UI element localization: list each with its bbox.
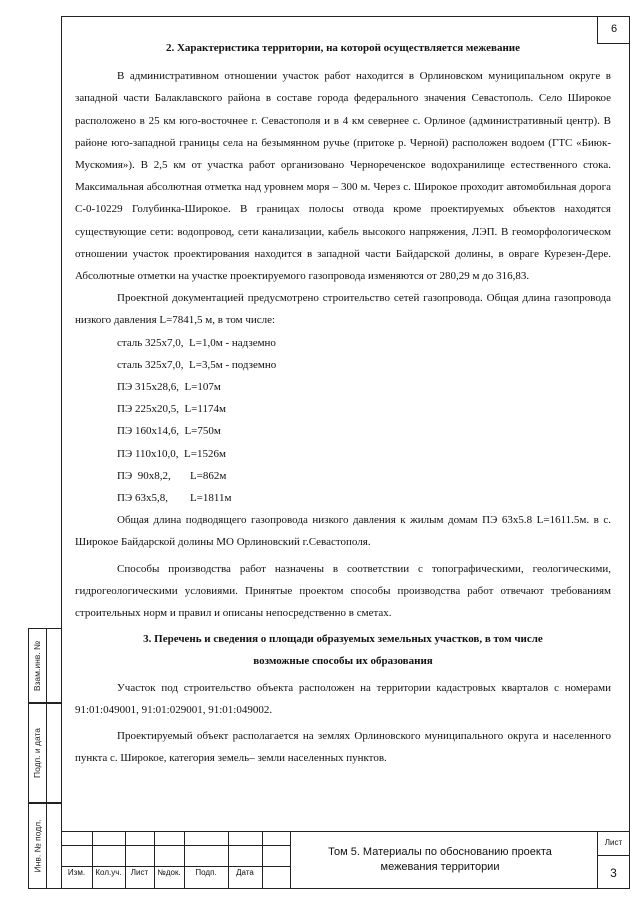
pipe-list-item: ПЭ 90х8,2, L=862м bbox=[117, 469, 227, 482]
title-block-col-line bbox=[92, 831, 93, 889]
pipe-list-item: ПЭ 315х28,6, L=107м bbox=[117, 381, 221, 394]
title-block-col-line bbox=[184, 831, 185, 889]
side-label-vzam: Взам.инв. № bbox=[32, 640, 42, 691]
document-title-line-1: Том 5. Материалы по обоснованию проекта bbox=[328, 846, 552, 858]
side-box-inv-value bbox=[46, 803, 61, 889]
pipe-list-item: сталь 325х7,0, L=3,5м - подземно bbox=[117, 358, 277, 371]
title-block-col-line bbox=[154, 831, 155, 889]
section-2 bbox=[75, 37, 611, 770]
title-block-col-ndok: №док. bbox=[157, 868, 181, 877]
title-block-col-list: Лист bbox=[130, 868, 149, 877]
sheet-label: Лист bbox=[604, 838, 623, 847]
document-title bbox=[290, 845, 590, 875]
section-2-paragraph-3: Общая длина подводящего газопровода низкого давления к жилым домам ПЭ 63х5.8 L=1611.5м. в с. Широкое Байдарской долины МО Орлиновский г.Севастополя. bbox=[75, 514, 611, 549]
title-block-col-izm: Изм. bbox=[67, 868, 86, 877]
section-2-paragraph-4: Способы производства работ назначены в соответствии с топографическими, геологическими, гидрогеологическими условиями. Принятые проектом способы производства работ отвечают требованиям строительных норм и правил и описаны непосредственно в сметах. bbox=[75, 562, 611, 620]
side-label-inv: Инв. № подл. bbox=[32, 819, 43, 873]
title-block-sheet-divider bbox=[597, 855, 630, 856]
side-box-vzam-value bbox=[46, 628, 61, 703]
section-3-heading-line-1: 3. Перечень и сведения о площади образуемых земельных участков, в том числе bbox=[143, 633, 543, 646]
title-block-col-line bbox=[262, 831, 263, 889]
pipe-list-item: ПЭ 160х14,6, L=750м bbox=[117, 425, 221, 438]
side-box-podp-value bbox=[46, 703, 61, 803]
pipe-list-item: сталь 325х7,0, L=1,0м - надземно bbox=[117, 336, 276, 349]
title-block-row-line bbox=[61, 845, 290, 846]
section-2-heading: 2. Характеристика территории, на которой осуществляется межевание bbox=[165, 42, 521, 54]
pipe-list-item: ПЭ 63х5,8, L=1811м bbox=[117, 492, 232, 505]
title-block-col-line bbox=[125, 831, 126, 889]
side-label-podp: Подп. и дата bbox=[32, 727, 43, 779]
section-3-heading-line-2: возможные способы их образования bbox=[253, 655, 433, 668]
pipe-list-item: ПЭ 110х10,0, L=1526м bbox=[117, 447, 226, 460]
section-2-paragraph-1: В административном отношении участок работ находится в Орлиновском муниципальном округе в западной части Балаклавского района в составе города федерального значения Севастополь. Село Широкое расположено в 25 км юго-восточнее г. Севастополя и в 4 км севернее с. Орлиное (административный центр). В районе юго-западной границы села на безымянном ручье (притоке р. Черной) расположен водоем (ГТС «Биюк-Мускомия»). В 2,5 км от участка работ организовано Чернореченское водохранилище естественного стока. Максимальная абсолютная отметка над уровнем моря – 300 м. Через с. Широкое проходит автомобильная дорога С-0-10229 Голубинка-Широкое. В границах полосы отвода кроме проектируемых объектов находятся существующие сети: водопровод, сети канализации, кабель высокого напряжения, ЛЭП. В геоморфологическом отношении участок проектирования находится в западной части Байдарской долины, в овраге Курезен-Дере. Абсолютные отметки на участке проектируемого газопровода изменяются от 280,29 м до 316,83. bbox=[75, 70, 611, 283]
title-block-col-podp: Подп. bbox=[195, 868, 217, 877]
section-2-paragraph-2: Проектной документацией предусмотрено строительство сетей газопровода. Общая длина газопровода низкого давления L=7841,5 м, в том числе: bbox=[75, 292, 611, 327]
title-block-top-border bbox=[61, 831, 630, 832]
sheet-number: 3 bbox=[610, 866, 617, 880]
title-block-col-line bbox=[228, 831, 229, 889]
pipe-list-item: ПЭ 225х20,5, L=1174м bbox=[117, 403, 226, 416]
section-3-paragraph-2: Проектируемый объект располагается на землях Орлиновского муниципального округа и населенного пункта с. Широкое, категория земель– земли населенных пунктов. bbox=[75, 730, 611, 765]
section-3-paragraph-1: Участок под строительство объекта расположен на территории кадастровых кварталов с номерами 91:01:049001, 91:01:029001, 91:01:049002. bbox=[75, 681, 611, 716]
title-block-col-data: Дата bbox=[236, 868, 254, 877]
title-block-col-koluch: Кол.уч. bbox=[95, 868, 122, 877]
page-top-number: 6 bbox=[597, 16, 630, 44]
document-title-line-2: межевания территории bbox=[380, 861, 500, 873]
